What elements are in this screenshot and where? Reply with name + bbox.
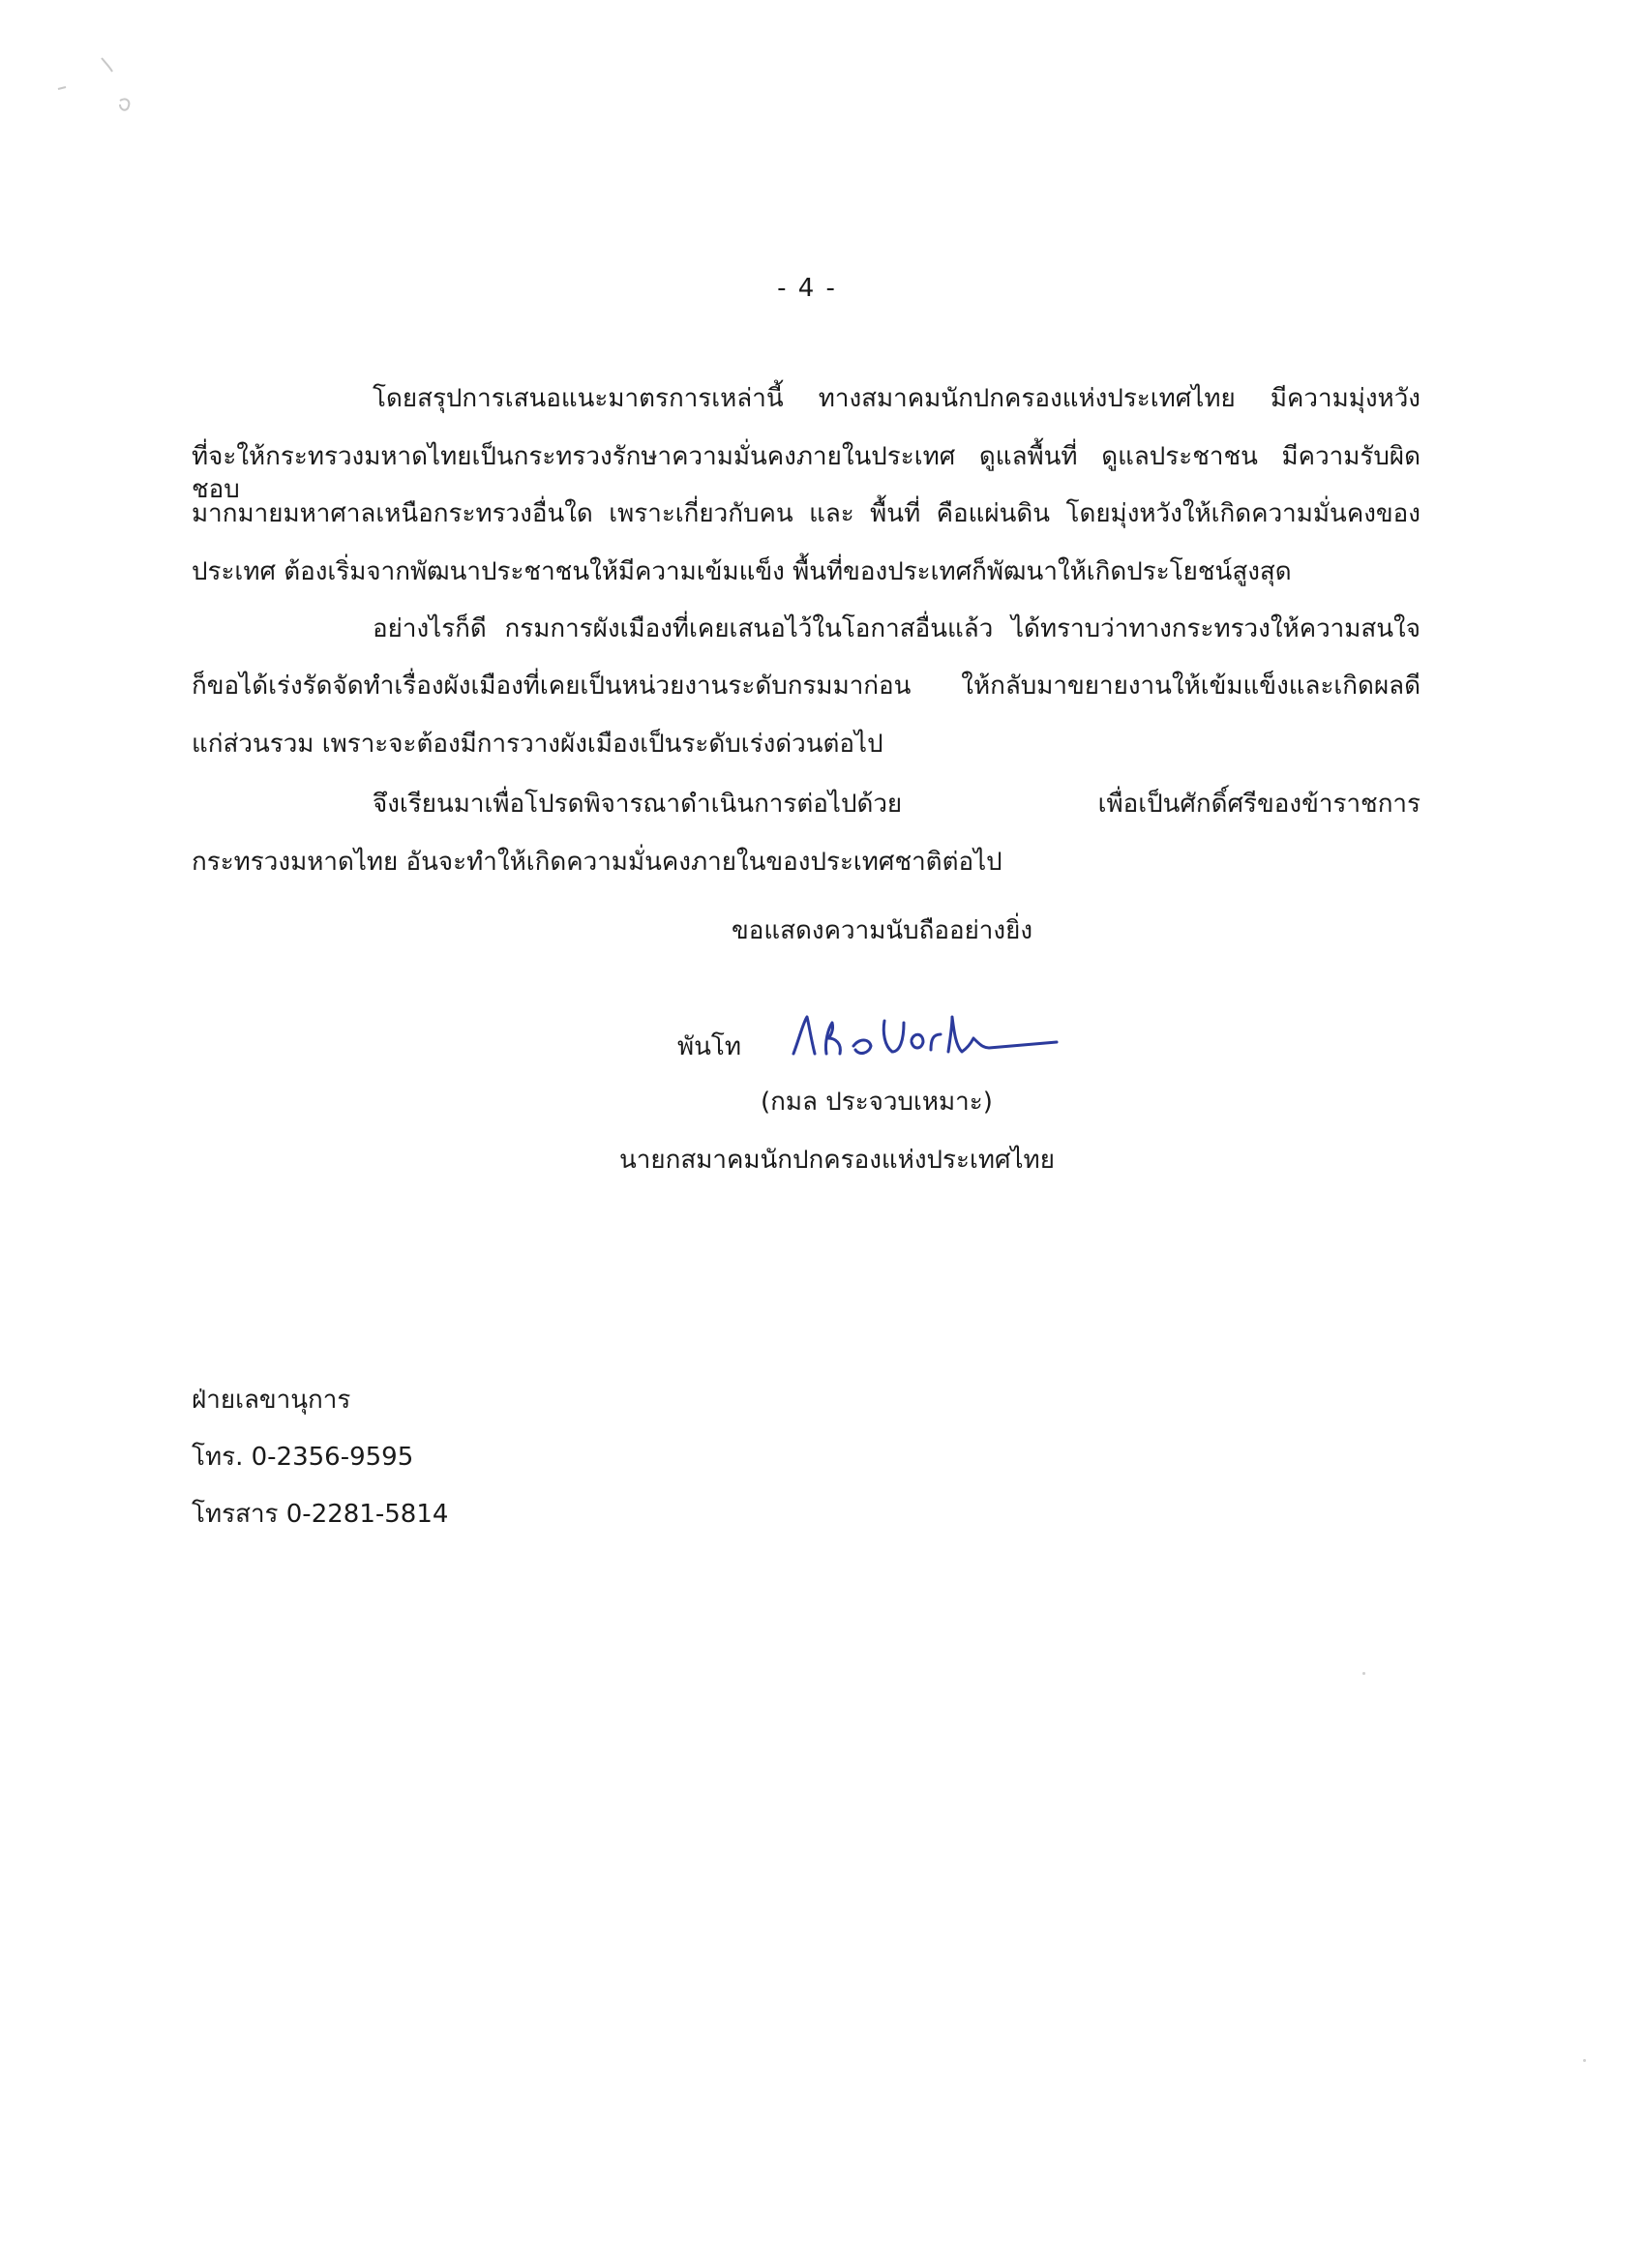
contact-phone: โทร. 0-2356-9595 [192,1443,414,1472]
paragraph-1-line-4: ประเทศ ต้องเริ่มจากพัฒนาประชาชนให้มีความเข้มแข็ง พื้นที่ของประเทศก็พัฒนาให้เกิดประโยชน์สูงสุด [192,557,1292,586]
contact-department: ฝ่ายเลขานุการ [192,1386,351,1415]
paragraph-2-line-3: แก่ส่วนรวม เพราะจะต้องมีการวางผังเมืองเป็นระดับเร่งด่วนต่อไป [192,730,883,759]
signatory-name: (กมล ประจวบเหมาะ) [761,1088,993,1117]
scan-artifact-marks [39,0,174,135]
paragraph-3-line-1: จึงเรียนมาเพื่อโปรดพิจารณาดำเนินการต่อไปด้วย เพื่อเป็นศักดิ์ศรีของข้าราชการ [373,790,1421,819]
scan-artifact-dot [1583,2059,1586,2062]
paragraph-1-line-2: ที่จะให้กระทรวงมหาดไทยเป็นกระทรวงรักษาความมั่นคงภายในประเทศ ดูแลพื้นที่ ดูแลประชาชน มีความรับผิดชอบ [192,442,1421,504]
paragraph-2-line-2: ก็ขอได้เร่งรัดจัดทำเรื่องผังเมืองที่เคยเป็นหน่วยงานระดับกรมมาก่อน ให้กลับมาขยายงานให้เข้มแข็งและเกิดผลดี [192,671,1421,701]
paragraph-2-line-1: อย่างไรก็ดี กรมการผังเมืองที่เคยเสนอไว้ในโอกาสอื่นแล้ว ได้ทราบว่าทางกระทรวงให้ความสนใจ [373,614,1421,643]
signatory-rank: พันโท [677,1032,742,1061]
closing-salutation: ขอแสดงความนับถืออย่างยิ่ง [732,916,1033,945]
page-number: - 4 - [777,274,837,303]
handwritten-signature [786,1009,1066,1067]
paragraph-1-line-1: โดยสรุปการเสนอแนะมาตรการเหล่านี้ ทางสมาคมนักปกครองแห่งประเทศไทย มีความมุ่งหวัง [373,384,1421,413]
signatory-position: นายกสมาคมนักปกครองแห่งประเทศไทย [619,1146,1055,1175]
contact-fax: โทรสาร 0-2281-5814 [192,1500,449,1529]
scan-artifact-dot [1362,1672,1365,1675]
paragraph-1-line-3: มากมายมหาศาลเหนือกระทรวงอื่นใด เพราะเกี่ยวกับคน และ พื้นที่ คือแผ่นดิน โดยมุ่งหวังให้เกิดความมั่นคงของ [192,499,1421,528]
paragraph-3-line-2: กระทรวงมหาดไทย อันจะทำให้เกิดความมั่นคงภายในของประเทศชาติต่อไป [192,848,1002,877]
